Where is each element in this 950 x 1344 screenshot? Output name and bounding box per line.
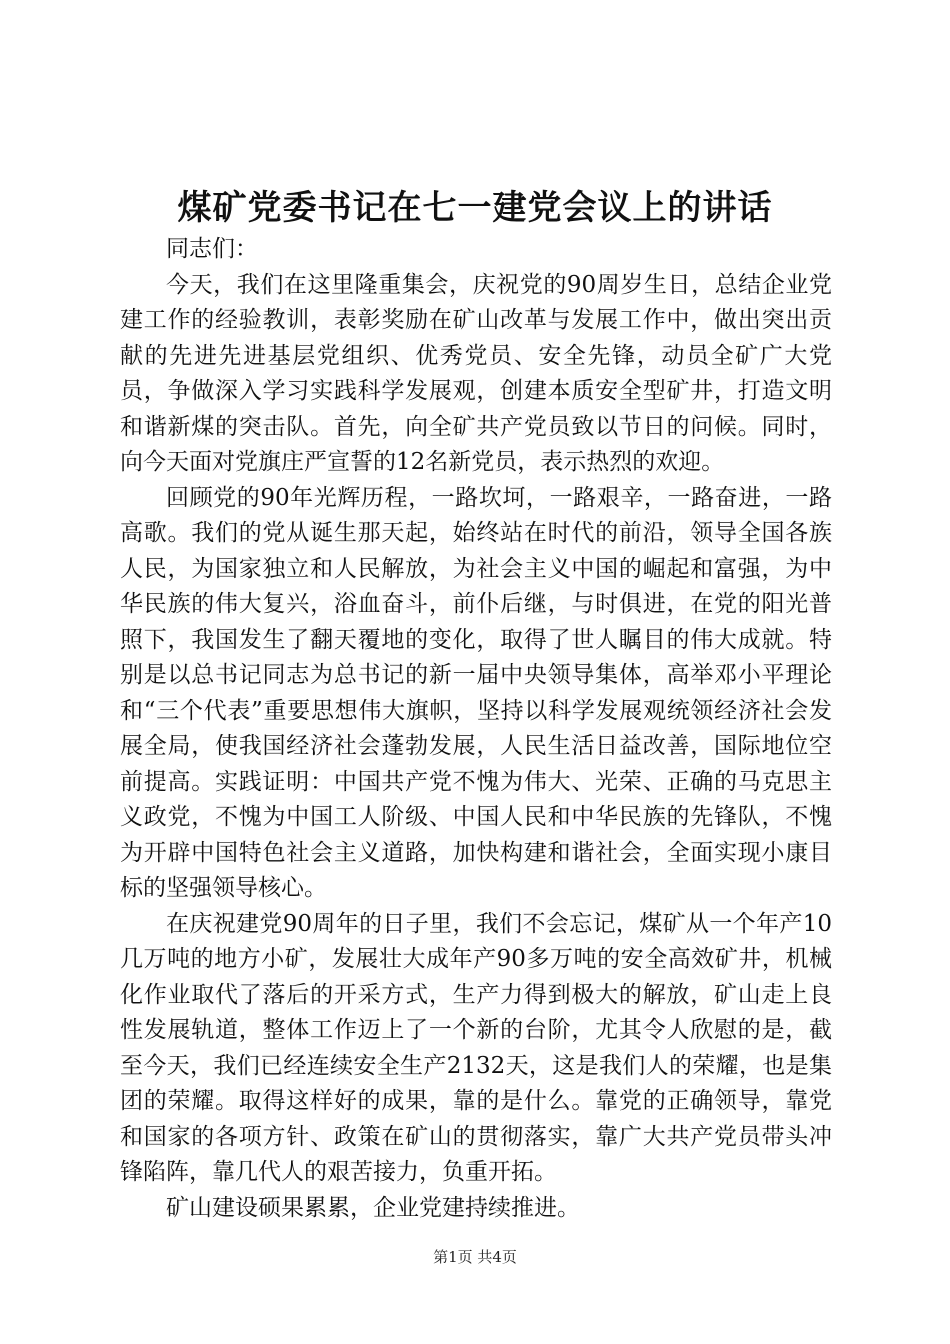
document-body (120, 232, 832, 1226)
page-number-footer: 第1页 共4页 (433, 1248, 517, 1266)
document-title: 煤矿党委书记在七一建党会议上的讲话 (177, 188, 773, 228)
paragraph-2: 回顾党的90年光辉历程，一路坎坷，一路艰辛，一路奋进，一路高歌。我们的党从诞生那天起，始终站在时代的前沿，领导全国各族人民，为国家独立和人民解放，为社会主义中国的崛起和富强，为中华民族的伟大复兴，浴血奋斗，前仆后继，与时俱进，在党的阳光普照下，我国发生了翻天覆地的变化，取得了世人瞩目的伟大成就。特别是以总书记同志为总书记的新一届中央领导集体，高举邓小平理论和“三个代表”重要思想伟大旗帜，坚持以科学发展观统领经济社会发展全局，使我国经济社会蓬勃发展，人民生活日益改善，国际地位空前提高。实践证明：中国共产党不愧为伟大、光荣、正确的马克思主义政党，不愧为中国工人阶级、中国人民和中华民族的先锋队，不愧为开辟中国特色社会主义道路，加快构建和谐社会，全面实现小康目标的坚强领导核心。 (120, 484, 832, 901)
paragraph-4: 矿山建设硕果累累，企业党建持续推进。 (166, 1194, 580, 1221)
salutation: 同志们： (166, 236, 258, 262)
paragraph-1: 今天，我们在这里隆重集会，庆祝党的90周岁生日，总结企业党建工作的经验教训，表彰奖励在矿山改革与发展工作中，做出突出贡献的先进先进基层党组织、优秀党员、安全先锋，动员全矿广大党员，争做深入学习实践科学发展观，创建本质安全型矿井，打造文明和谐新煤的突击队。首先，向全矿共产党员致以节日的问候。同时，向今天面对党旗庄严宣誓的12名新党员，表示热烈的欢迎。 (120, 271, 832, 475)
paragraph-3: 在庆祝建党90周年的日子里，我们不会忘记，煤矿从一个年产10几万吨的地方小矿，发展壮大成年产90多万吨的安全高效矿井，机械化作业取代了落后的开采方式，生产力得到极大的解放，矿山走上良性发展轨道，整体工作迈上了一个新的台阶，尤其令人欣慰的是，截至今天，我们已经连续安全生产2132天，这是我们人的荣耀，也是集团的荣耀。取得这样好的成果，靠的是什么。靠党的正确领导，靠党和国家的各项方针、政策在矿山的贯彻落实，靠广大共产党员带头冲锋陷阵，靠几代人的艰苦接力，负重开拓。 (120, 910, 832, 1185)
